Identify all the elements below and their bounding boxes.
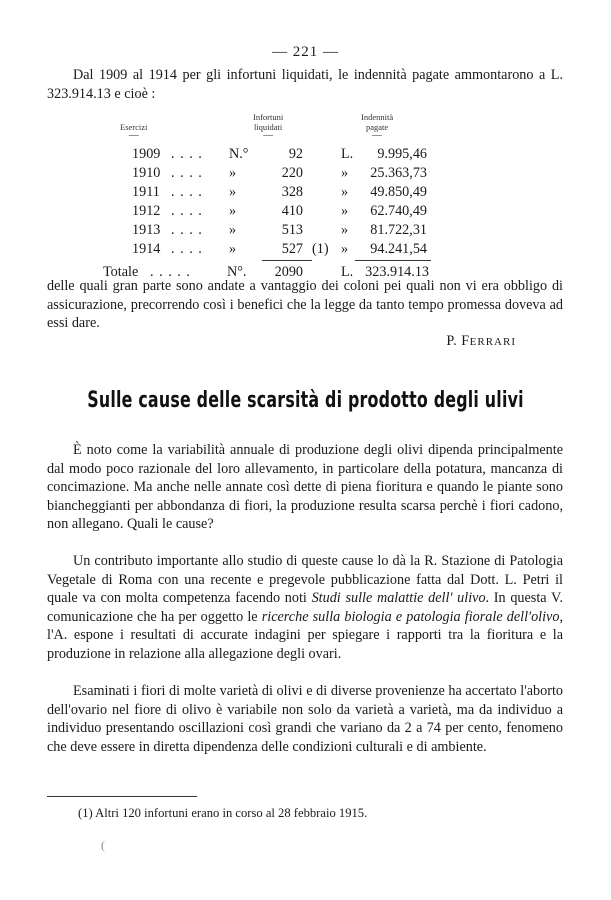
total-rule-indennita bbox=[355, 260, 431, 261]
communication-subject: ricerche sulla biologia e patologia fiorale dell'olivo bbox=[261, 608, 560, 625]
article-heading: Sulle cause delle scarsità di prodotto degli ulivi bbox=[87, 388, 524, 413]
table-row: 1910 . . . . » 220 » 25.363,73 bbox=[132, 165, 427, 181]
intro-paragraph: Dal 1909 al 1914 per gli infortuni liquidati, le indennità pagate ammontarono a L. 323.914.13 e cioè : bbox=[47, 67, 563, 102]
table-row: 1911 . . . . » 328 » 49.850,49 bbox=[132, 184, 427, 200]
table-row: 1914 . . . . » 527 (1) » 94.241,54 bbox=[132, 241, 427, 257]
total-rule-infortuni bbox=[262, 260, 312, 261]
article-paragraph-1: È noto come la variabilità annuale di produzione degli olivi dipenda principalmente dal modo poco razionale del loro allevamento, in particolare della potatura, mancanza di concimazione. Ma anche nelle annate così dette di piena fioritura e quando le piante sono biancheggianti per abbondanza di fiori, la produzione resulta scarsa perchè i fiori cadono, non allegano. Quali le cause? bbox=[47, 442, 563, 533]
header-indennita: Indennità pagate — bbox=[361, 112, 394, 141]
table-row: 1913 . . . . » 513 » 81.722,31 bbox=[132, 222, 427, 238]
article-paragraph-3: Esaminati i fiori di molte varietà di olivi e di diverse provenienze ha accertato l'aborto dell'ovario nel fiore di olivo è variabile non solo da varietà a varietà, ma da individuo a individuo presentando oscillazioni così grandi che variano da 2 a 74 per cento, fenomeno che deve essere in diretta dipendenza delle condizioni culturali e di ambiente. bbox=[47, 683, 563, 755]
table-row: 1909 . . . . N.° 92 L. 9.995,46 bbox=[132, 146, 427, 162]
header-infortuni: Infortuni liquidati — bbox=[253, 112, 284, 141]
table-row: 1912 . . . . » 410 » 62.740,49 bbox=[132, 203, 427, 219]
article-paragraph-2: Un contributo importante allo studio di queste cause lo dà la R. Stazione di Patologia Vegetale di Roma con una recente e pregevole pubblicazione fatta dal Dott. L. Petri il quale va con molta competenza facendo noti Studi sulle malattie dell' ulivo. In questa V. comunicazione che ha per oggetto le ricerche sulla biologia e patologia fiorale dell'olivo, l'A. espone i resultati di accurate indagini per spiegare i rapporti tra la fioritura e la produzione in relazione alla allegazione degli ovari. bbox=[47, 553, 563, 662]
header-esercizi: Esercizi — bbox=[120, 121, 148, 141]
footnote-divider bbox=[47, 796, 197, 797]
footnote: (1) Altri 120 infortuni erano in corso al 28 febbraio 1915. bbox=[78, 806, 368, 820]
after-table-paragraph: delle quali gran parte sono andate a vantaggio dei coloni pei quali non vi era obbligo di assicurazione, precorrendo così i benefici che la legge da tanto tempo promessa doveva ad essi dare. bbox=[47, 278, 563, 332]
signature: P. FERRARI bbox=[446, 333, 516, 349]
page-number: — 221 — bbox=[272, 44, 339, 60]
table-total-row: Totale . . . . . N°. 2090 L. 323.914.13 bbox=[103, 264, 429, 280]
publication-title: Studi sulle malattie dell' ulivo bbox=[311, 590, 486, 607]
stray-mark: ( bbox=[101, 838, 105, 852]
